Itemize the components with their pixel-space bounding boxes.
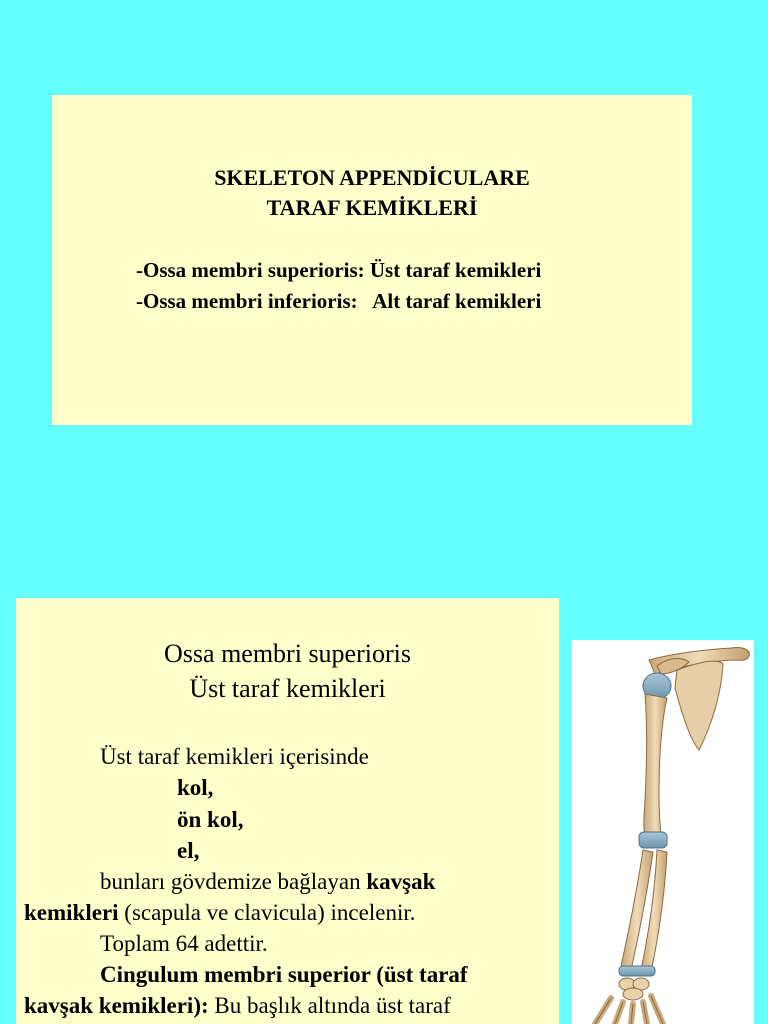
slide-2-paragraph-line-5 [24, 990, 451, 1021]
slide-1-bullet-upper-limb: -Ossa membri superioris: Üst taraf kemikleri [136, 258, 542, 282]
slide-2-item-on-kol: ön kol, [177, 807, 244, 832]
slide-2-paragraph-line-1 [100, 866, 435, 897]
slide-2-intro: Üst taraf kemikleri içerisinde [100, 744, 369, 769]
slide-2-item-kol: kol, [177, 775, 214, 800]
slide-2-paragraph-line-4: Cingulum membri superior (üst taraf [100, 962, 468, 987]
slide-2-heading-line-1: Ossa membri superioris [164, 639, 411, 668]
slide-1-title-line-2: TARAF KEMİKLERİ [266, 195, 478, 220]
slide-2-bold-span: kemikleri [24, 900, 119, 925]
slide-2-bold-span: kavşak [366, 869, 436, 894]
arm-skeleton-figure [571, 640, 754, 1024]
slide-2-text-span: Bu başlık altında üst taraf [208, 993, 451, 1018]
slide-2-item-el: el, [177, 838, 200, 863]
slide-1-bullet-lower-limb: -Ossa membri inferioris: Alt taraf kemikleri [136, 289, 542, 313]
slide-2-paragraph-line-2 [24, 897, 415, 928]
slide-1 [52, 95, 692, 425]
slide-2-heading-line-2: Üst taraf kemikleri [189, 674, 386, 703]
arm-skeleton-illustration-icon [571, 640, 754, 1024]
slide-1-title-line-1: SKELETON APPENDİCULARE [214, 165, 530, 190]
slide-2-paragraph-line-3: Toplam 64 adettir. [100, 931, 268, 956]
slide-2-bold-span: kavşak kemikleri): [24, 993, 209, 1018]
slide-2 [16, 598, 559, 1024]
slide-2-text-span: bunları gövdemize bağlayan [100, 869, 367, 894]
slide-2-text-span: (scapula ve clavicula) incelenir. [118, 900, 416, 925]
